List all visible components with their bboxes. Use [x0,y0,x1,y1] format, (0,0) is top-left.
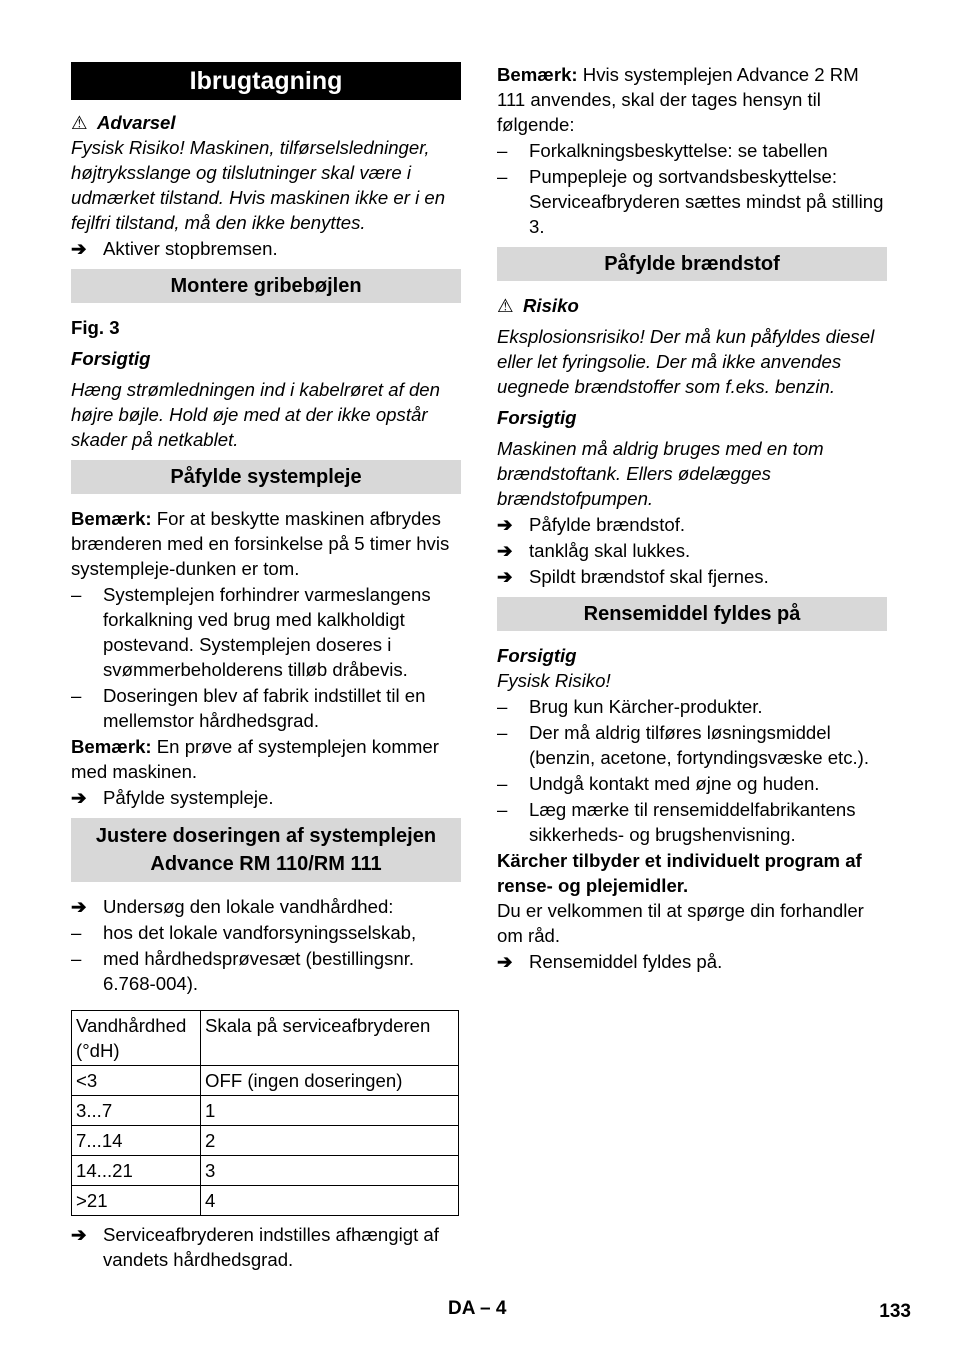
table-row [72,1126,459,1156]
dash-text: Doseringen blev af fabrik indstillet til en mellemstor hårdhedsgrad. [103,685,426,731]
table-header-cell: Vandhårdhed (°dH) [72,1011,201,1066]
arrow-icon: ➔ [497,951,513,972]
dash-bullet: – [497,799,508,820]
step-text: Serviceafbryderen indstilles afhængigt af vandets hårdhedsgrad. [103,1224,439,1270]
dash-text: Forkalkningsbeskyttelse: se tabellen [529,140,828,161]
dash-item [497,164,887,239]
step-item [71,1222,461,1272]
dash-item [71,946,461,996]
step-text: Spildt brændstof skal fjernes. [529,566,769,587]
dash-bullet: – [71,922,82,943]
table-header-row [72,1011,459,1066]
caution-label: Forsigtig [497,645,577,666]
arrow-icon: ➔ [71,1224,87,1245]
arrow-icon: ➔ [71,896,87,917]
dash-text: Der må aldrig tilføres løsningsmiddel (benzin, acetone, fortyndingsvæske etc.). [529,722,870,768]
table-row [72,1156,459,1186]
section-heading-braendstof: Påfylde brændstof [497,247,887,281]
step-item [497,949,887,974]
dash-item [71,683,461,733]
step-item [497,564,887,589]
step-item [497,512,887,537]
note-paragraph [71,506,461,581]
hardness-table [71,1010,459,1216]
step-item [71,785,461,810]
figure-ref: Fig. 3 [71,317,120,338]
warning-triangle-icon: ⚠ [71,112,88,133]
note-text: For at beskytte maskinen afbrydes brænderen med en forsinkelse på 5 timer hvis systempleje-dunken er tom. [71,508,450,579]
step-item [71,236,461,261]
dash-text: hos det lokale vandforsyningsselskab, [103,922,417,943]
note-label: Bemærk: [497,64,578,85]
dash-text: Læg mærke til rensemiddelfabrikantens sikkerheds- og brugshenvisning. [529,799,856,845]
step-text: tanklåg skal lukkes. [529,540,691,561]
dash-text: Pumpepleje og sortvandsbeskyttelse: Serviceafbryderen sættes mindst på stilling 3. [529,166,884,237]
table-cell: 7...14 [72,1126,201,1156]
page-number: 133 [879,1301,911,1322]
section-heading-rensemiddel: Rensemiddel fyldes på [497,597,887,631]
dash-bullet: – [71,685,82,706]
section-heading-dosering [71,818,461,882]
step-text: Rensemiddel fyldes på. [529,951,723,972]
warning-label: Advarsel [97,112,176,133]
karcher-offer-text: Kärcher tilbyder et individuelt program af rense- og plejemidler. [497,850,862,896]
dash-item [497,720,887,770]
dash-item [71,920,461,945]
note-text: Hvis systemplejen Advance 2 RM 111 anvendes, skal der tages hensyn til følgende: [497,64,859,135]
risk-label: Risiko [523,295,579,316]
table-row [72,1096,459,1126]
table-cell: OFF (ingen doseringen) [201,1066,459,1096]
dash-item [71,582,461,682]
note-label: Bemærk: [71,736,152,757]
table-cell: >21 [72,1186,201,1216]
table-cell: 3...7 [72,1096,201,1126]
dash-item [497,771,887,796]
table-cell: 3 [201,1156,459,1186]
table-header-cell: Skala på serviceafbryderen [201,1011,459,1066]
warning-text: Fysisk Risiko! Maskinen, tilførselsledninger, højtryksslange og tilslutninger skal være i udmærket tilstand. Hvis maskinen ikke er i en fejlfri tilstand, må den ikke benyttes. [71,137,446,233]
step-text: Påfylde brændstof. [529,514,686,535]
caution-label: Forsigtig [71,348,151,369]
dash-text: Undgå kontakt med øjne og huden. [529,773,820,794]
arrow-icon: ➔ [497,540,513,561]
risk-heading [497,293,887,318]
note-label: Bemærk: [71,508,152,529]
table-cell: <3 [72,1066,201,1096]
section-heading-line: Advance RM 110/RM 111 [150,853,382,875]
arrow-icon: ➔ [71,787,87,808]
dash-item [497,694,887,719]
left-column [71,62,461,1273]
arrow-icon: ➔ [497,514,513,535]
dash-bullet: – [497,696,508,717]
dash-text: Systemplejen forhindrer varmeslangens forkalkning ved brug med kalkholdigt postevand. Systemplejen doseres i svømmerbeholderens tilløb dråbevis. [103,584,431,680]
section-heading-line: Justere doseringen af systemplejen [95,825,437,847]
section-heading-systempleje: Påfylde systempleje [71,460,461,494]
table-cell: 2 [201,1126,459,1156]
section-heading-gribebojlen: Montere gribebøjlen [71,269,461,303]
dash-text: med hårdhedsprøvesæt (bestillingsnr. 6.768-004). [103,948,415,994]
warning-heading [71,110,461,135]
right-column [497,62,887,975]
page-title: Ibrugtagning [71,62,461,100]
step-text: Undersøg den lokale vandhårdhed: [103,896,394,917]
caution-text: Hæng strømledningen ind i kabelrøret af den højre bøjle. Hold øje med at der ikke opstår skader på netkablet. [71,379,440,450]
dash-bullet: – [497,140,508,161]
dash-item [497,797,887,847]
note-text: En prøve af systemplejen kommer med maskinen. [71,736,439,782]
dash-bullet: – [497,722,508,743]
dash-bullet: – [71,584,82,605]
table-cell: 1 [201,1096,459,1126]
dealer-text: Du er velkommen til at spørge din forhandler om råd. [497,900,864,946]
caution-text: Fysisk Risiko! [497,670,611,691]
dash-item [497,138,887,163]
step-text: Påfylde systempleje. [103,787,274,808]
dash-bullet: – [71,948,82,969]
arrow-icon: ➔ [71,238,87,259]
step-text: Aktiver stopbremsen. [103,238,278,259]
table-cell: 4 [201,1186,459,1216]
footer-language-page: DA – 4 [448,1298,507,1319]
step-item [71,894,461,919]
table-row [72,1186,459,1216]
note-paragraph [71,734,461,784]
dash-bullet: – [497,773,508,794]
dash-bullet: – [497,166,508,187]
table-cell: 14...21 [72,1156,201,1186]
caution-label: Forsigtig [497,407,577,428]
dash-text: Brug kun Kärcher-produkter. [529,696,763,717]
step-item [497,538,887,563]
risk-text: Eksplosionsrisiko! Der må kun påfyldes diesel eller let fyringsolie. Der må ikke anvendes uegnede brændstoffer som f.eks. benzin. [497,326,875,397]
warning-triangle-icon: ⚠ [497,295,514,316]
arrow-icon: ➔ [497,566,513,587]
caution-text: Maskinen må aldrig bruges med en tom brændstoftank. Ellers ødelægges brændstofpumpen. [497,438,824,509]
table-row [72,1066,459,1096]
note-paragraph [497,62,887,137]
